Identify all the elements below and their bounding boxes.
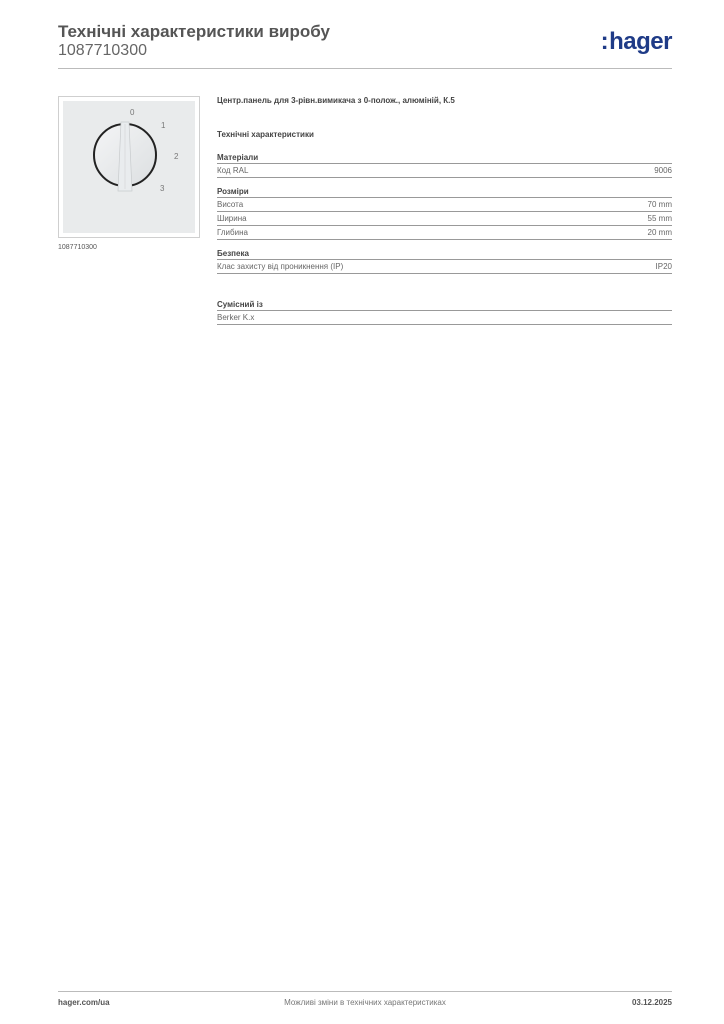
spec-label: Клас захисту від проникнення (IP) xyxy=(217,262,344,271)
logo-text: hager xyxy=(609,28,672,55)
section-spacer xyxy=(217,283,672,300)
product-image-frame xyxy=(58,96,200,238)
spec-row xyxy=(217,198,672,212)
section-title: Матеріали xyxy=(217,153,672,164)
spec-label: Berker K.x xyxy=(217,313,255,322)
spec-label: Ширина xyxy=(217,214,247,223)
product-name: Центр.панель для 3-рівн.вимикача з 0-полож., алюміній, К.5 xyxy=(217,96,455,105)
spec-row xyxy=(217,226,672,240)
page-title: Технічні характеристики виробу xyxy=(58,22,330,41)
section-dimensions xyxy=(217,187,672,240)
dial-label-3: 3 xyxy=(160,184,165,193)
header-divider xyxy=(58,68,672,69)
rotary-switch-icon xyxy=(63,101,195,233)
section-title: Розміри xyxy=(217,187,672,198)
spec-value: IP20 xyxy=(655,262,672,271)
image-caption: 1087710300 xyxy=(58,244,97,251)
section-compatible xyxy=(217,300,672,325)
logo-mark-icon: : xyxy=(600,28,609,55)
spec-row xyxy=(217,311,672,325)
article-number: 1087710300 xyxy=(58,42,147,59)
page-header xyxy=(58,22,672,69)
footer-notice: Можливі зміни в технічних характеристиках xyxy=(284,998,446,1007)
spec-value: 70 mm xyxy=(647,200,672,209)
spec-label: Код RAL xyxy=(217,166,249,175)
spec-row xyxy=(217,212,672,226)
specs-heading: Технічні характеристики xyxy=(217,130,314,139)
product-image xyxy=(63,101,195,233)
section-materials xyxy=(217,153,672,178)
spec-value: 20 mm xyxy=(647,228,672,237)
footer-website-link[interactable]: hager.com/ua xyxy=(58,998,110,1007)
section-title: Сумісний із xyxy=(217,300,672,311)
spec-content xyxy=(217,96,672,334)
hager-logo xyxy=(601,28,672,56)
dial-label-0: 0 xyxy=(130,108,135,117)
spec-row xyxy=(217,260,672,274)
spec-label: Глибина xyxy=(217,228,248,237)
spec-row xyxy=(217,164,672,178)
spec-value: 55 mm xyxy=(647,214,672,223)
spec-label: Висота xyxy=(217,200,244,209)
spec-value: 9006 xyxy=(654,166,672,175)
section-safety xyxy=(217,249,672,274)
footer-date: 03.12.2025 xyxy=(631,998,672,1007)
dial-label-1: 1 xyxy=(161,121,166,130)
footer-divider xyxy=(58,991,672,992)
section-title: Безпека xyxy=(217,249,672,260)
dial-label-2: 2 xyxy=(174,152,179,161)
